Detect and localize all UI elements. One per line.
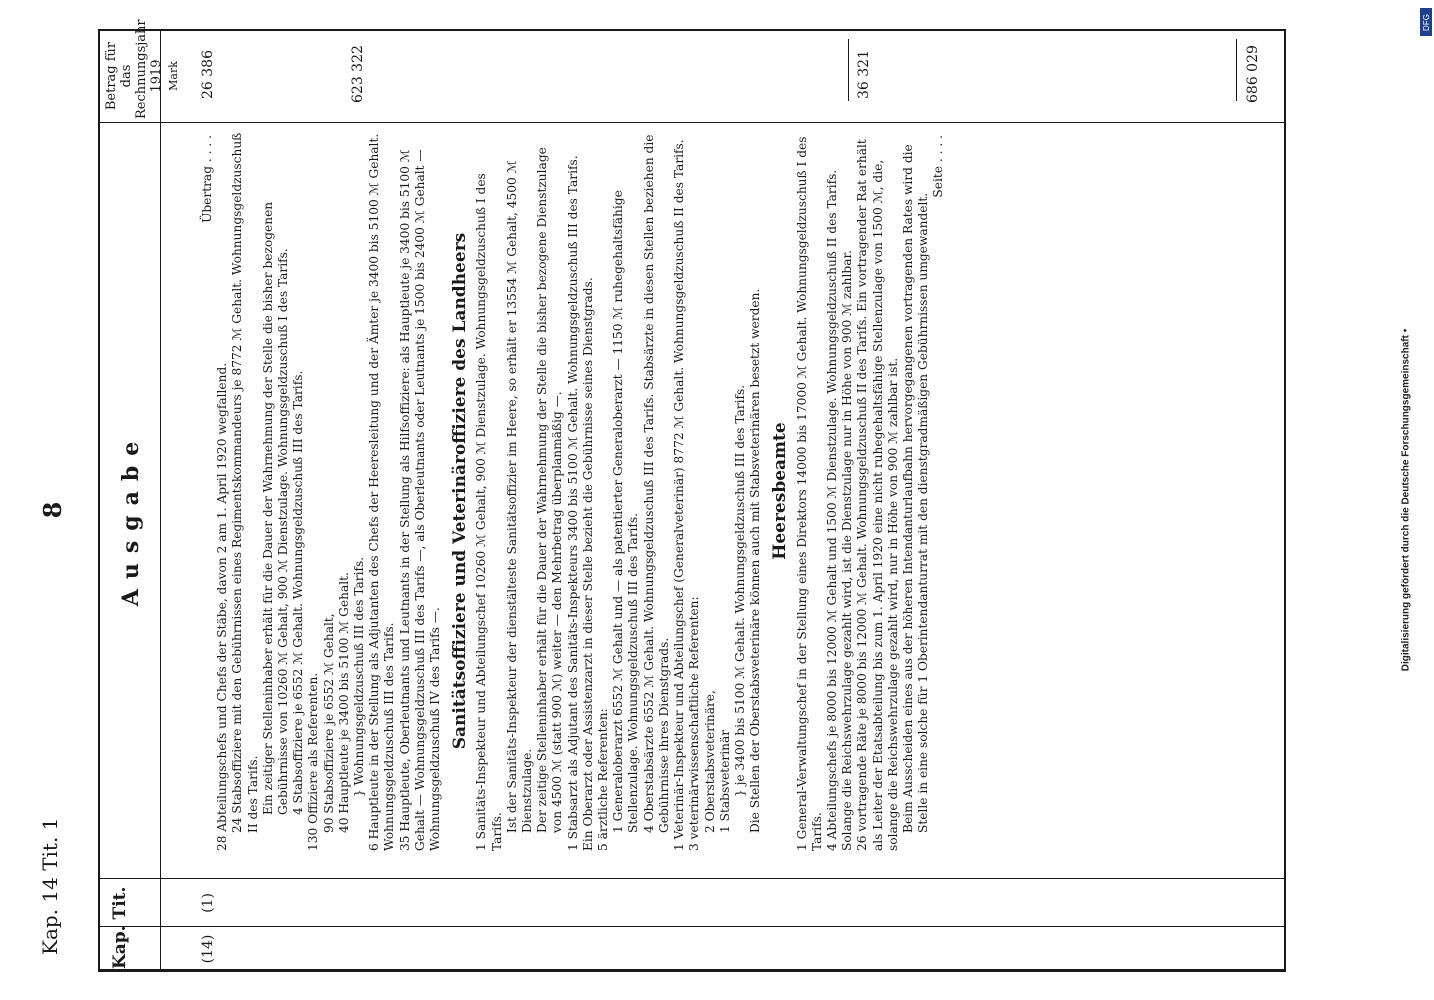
- amount-value: 36 321: [856, 50, 872, 99]
- tit-value: (1): [200, 893, 216, 913]
- kap-value: (14): [200, 934, 216, 964]
- text-line: 4 Stabsoffiziere je 6552 ℳ Gehalt. Wohnungsgeldzuschuß III des Tarifs.: [291, 370, 306, 815]
- column-header-ausgabe: Ausgabe: [118, 431, 144, 607]
- column-header-betrag: [104, 19, 181, 119]
- sum-line: [848, 39, 849, 101]
- text-line: 1 General-Verwaltungschef in der Stellung eines Direktors 14000 bis 17000 ℳ Gehalt. Wohnungsgeldzuschuß I des Tarifs.: [794, 136, 824, 851]
- text-line: } je 3400 bis 5100 ℳ Gehalt. Wohnungsgeldzuschuß III des Tarifs.: [732, 384, 747, 797]
- amount-value: 26 386: [200, 50, 216, 99]
- text-line: 1 Veterinär-Inspekteur und Abteilungschef (Generalveterinär) 8772 ℳ Gehalt. Wohnungsgeldzuschuß II des Tarifs.: [672, 139, 687, 851]
- uebertrag-label: Übertrag . . . .: [200, 135, 214, 223]
- text-line: 90 Stabsoffiziere je 6552 ℳ Gehalt,: [321, 613, 336, 833]
- text-line: 4 Abteilungschefs je 8000 bis 12000 ℳ Gehalt und 1500 ℳ Dienstzulage. Wohnungsgeldzuschuß II des Tarifs. Solange die Reichswehrzulage gezahlt wird, ist die Dienstzulage nur in Höhe von 900 ℳ zahlbar.: [824, 169, 855, 851]
- text-line: 28 Abteilungschefs und Chefs der Stäbe, davon 2 am 1. April 1920 wegfallend.: [215, 362, 230, 851]
- text-line: 26 vortragende Räte je 8000 bis 12000 ℳ Gehalt. Wohnungsgeldzuschuß II des Tarifs. Ein vortragender Rat erhält als Leiter der Etatsabteilung bis zum 1. April 1920 eine nicht ruhegehaltsfähige Stellenzulage von 1500 ℳ, die, solange die Reichswehrzulage gezahlt wird, nur in Höhe von 900 ℳ zahlbar ist.: [855, 139, 900, 851]
- digitization-credit: Digitalisierung gefördert durch die Deutsche Forschungsgemeinschaft •: [1400, 328, 1412, 672]
- text-line: 6 Hauptleute in der Stellung als Adjutanten des Chefs der Heeresleitung und der Ämter je 3400 bis 5100 ℳ Gehalt. Wohnungsgeldzuschuß III des Tarifs.: [367, 133, 397, 851]
- text-line: 24 Stabsoffiziere mit den Gebührnissen eines Regimentskommandeurs je 8772 ℳ Gehalt. Wohnungsgeldzuschuß II des Tarifs.: [230, 132, 260, 833]
- text-line: 1 Stabsveterinär: [717, 729, 732, 833]
- page-header-chapter: Kap. 14 Tit. 1: [38, 817, 62, 955]
- section-title: Sanitätsoffiziere und Veterinäroffiziere des Landheers: [450, 232, 471, 750]
- mark-label: Mark: [167, 61, 180, 91]
- column-header-tit: Tit.: [110, 886, 130, 920]
- text-line: 40 Hauptleute je 3400 bis 5100 ℳ Gehalt.: [336, 572, 351, 833]
- text-line: 1 Sanitäts-Inspekteur und Abteilungschef 10260 ℳ Gehalt, 900 ℳ Dienstzulage. Wohnungsgeldzuschuß I des Tarifs.: [474, 173, 504, 851]
- sum-line: [1236, 39, 1237, 101]
- text-line: Ist der Sanitäts-Inspekteur der dienstälteste Sanitätsoffizier im Heere, so erhält er 13554 ℳ Gehalt, 4500 ℳ Dienstzulage.: [504, 160, 535, 833]
- seite-label: Seite . . . .: [931, 135, 946, 198]
- column-divider: [100, 878, 1284, 879]
- section-title: Heeresbeamte: [770, 422, 791, 560]
- budget-table: [98, 19, 1286, 972]
- text-line: } Wohnungsgeldzuschuß III des Tarifs.: [352, 556, 367, 797]
- amount-value: 623 322: [350, 45, 366, 103]
- text-line: 2 Oberstabsveterinäre,: [702, 690, 717, 833]
- amount-value: 686 029: [1245, 45, 1261, 103]
- header-divider: [160, 31, 161, 969]
- text-line: 1 Stabsarzt als Adjutant des Sanitäts-Inspekteurs 3400 bis 5100 ℳ Gehalt. Wohnungsgeldzuschuß III des Tarifs. Ein Oberarzt oder Assistenzarzt in dieser Stelle bezieht die Gebührnisse seines Dienstgrads.: [565, 155, 595, 851]
- dfg-logo: DFG: [1420, 8, 1432, 36]
- page-number: 8: [38, 501, 67, 519]
- column-header-kap: Kap.: [110, 925, 130, 969]
- text-line: Die Stellen der Oberstabsveterinäre können auch mit Stabsveterinären besetzt werden.: [748, 288, 763, 833]
- column-divider: [100, 926, 1284, 927]
- text-line: 35 Hauptleute, Oberleutnants und Leutnants in der Stellung als Hilfsoffiziere: als Hauptleute je 3400 bis 5100 ℳ Gehalt — Wohnungsgeldzuschuß III des Tarifs —, als Oberleutnants oder Leutnants je 1500 bis 2400 ℳ Gehalt — Wohnungsgeldzuschuß IV des Tarifs —.: [397, 149, 443, 851]
- column-divider: [100, 122, 1284, 123]
- text-line: 5 ärztliche Referenten:: [596, 708, 611, 851]
- text-line: Der zeitige Stelleninhaber erhält für die Dauer der Wahrnehmung der Stelle die bisher bezogene Dienstzulage von 4500 ℳ (statt 900 ℳ) weiter — den Mehrbetrag überplanmäßig —.: [535, 147, 565, 833]
- text-line: 4 Oberstabsärzte 6552 ℳ Gehalt. Wohnungsgeldzuschuß III des Tarifs. Stabsärzte in diesen Stellen beziehen die Gebührnisse ihres Dienstgrads.: [641, 134, 671, 833]
- ausgabe-text: [200, 131, 947, 851]
- betrag-label: Betrag für das Rechnungsjahr 1919: [104, 19, 164, 119]
- text-line: 130 Offiziere als Referenten.: [306, 672, 321, 851]
- text-line: 1 Generaloberarzt 6552 ℳ Gehalt und — als patentierter Generaloberarzt — 1150 ℳ ruhegehaltsfähige Stellenzulage. Wohnungsgeldzuschuß III des Tarifs.: [611, 190, 641, 833]
- text-line: 3 veterinärwissenschaftliche Referenten:: [687, 596, 702, 851]
- text-line: Beim Ausscheiden eines aus der höheren Intendanturlaufbahn hervorgegangenen vortragenden Rates wird die Stelle in eine solche für 1 Oberintendanturrat mit den dienstgradmäßigen Gebührnissen umgewandelt.: [900, 144, 931, 833]
- text-line: Ein zeitiger Stelleninhaber erhält für die Dauer der Wahrnehmung der Stelle die bisher bezogenen Gebührnisse von 10260 ℳ Gehalt, 900 ℳ Dienstzulage. Wohnungsgeldzuschuß I des Tarifs.: [260, 201, 291, 815]
